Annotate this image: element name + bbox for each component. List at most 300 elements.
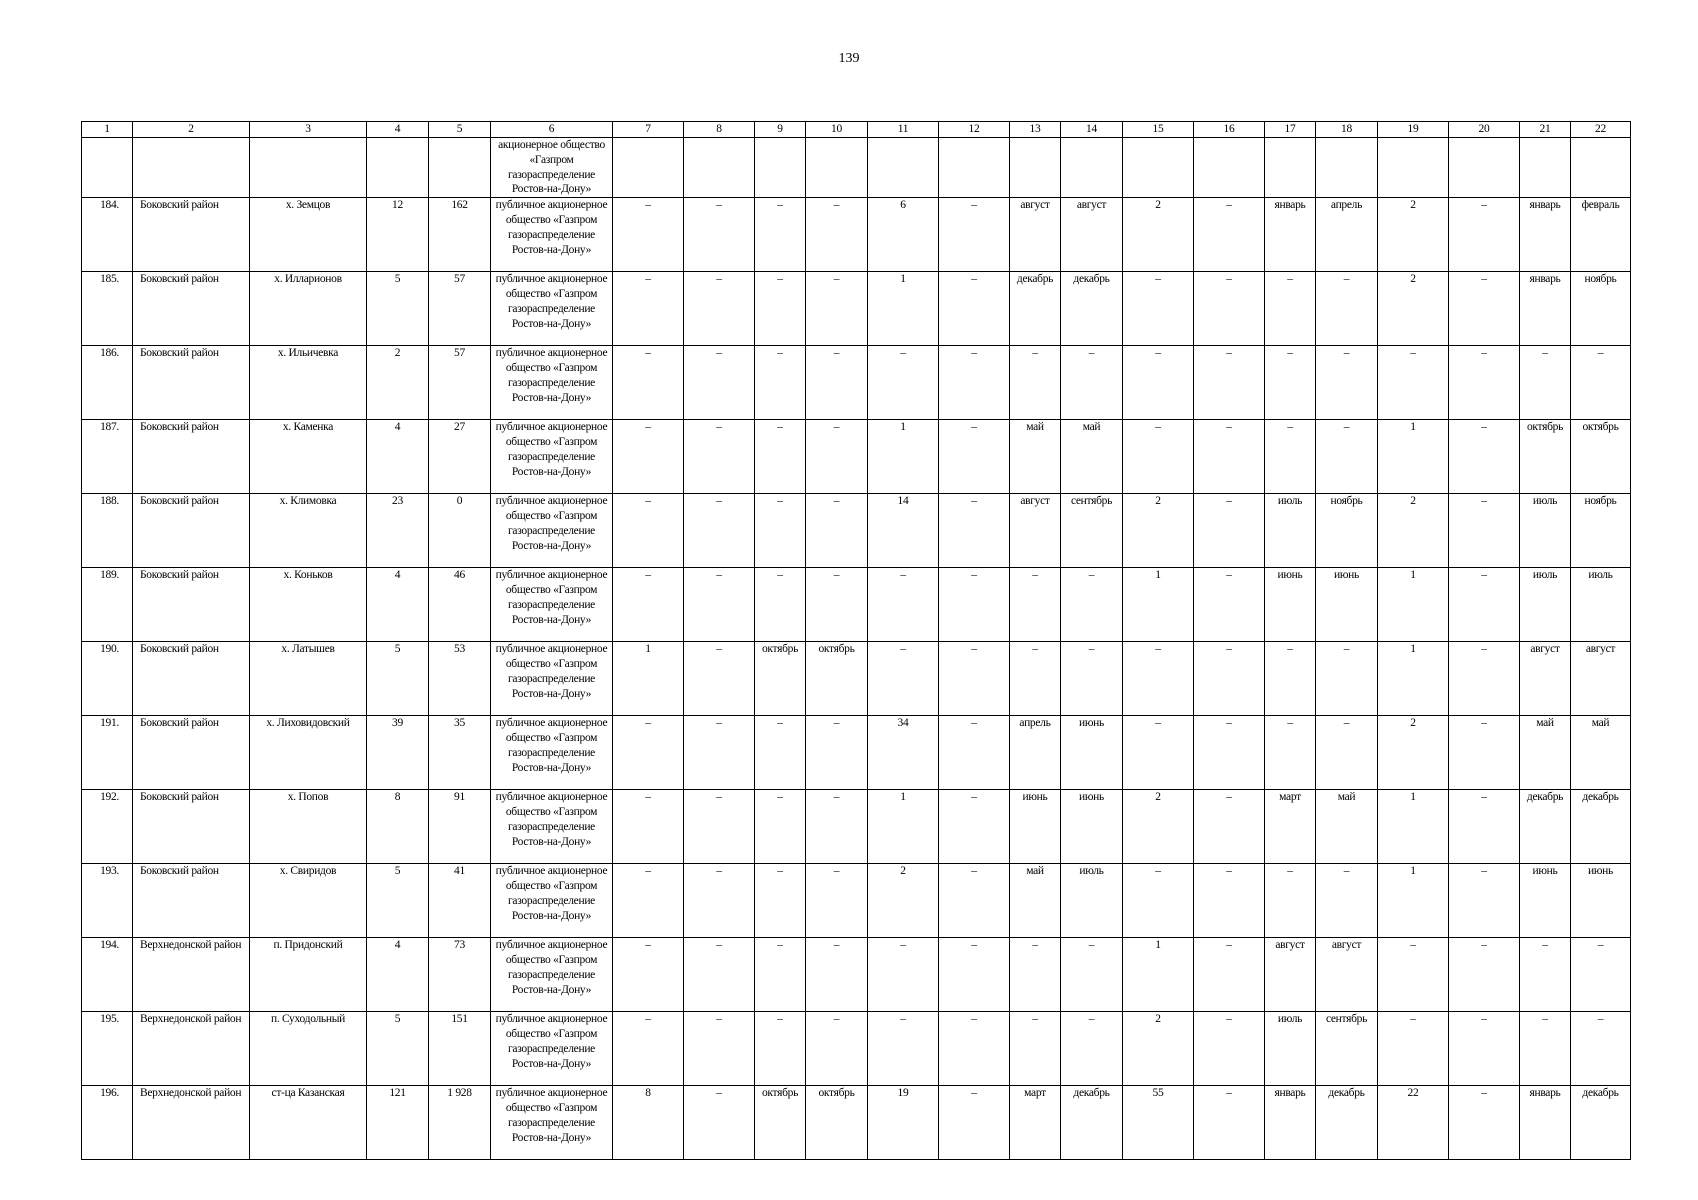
table-cell: – (755, 938, 806, 1012)
table-cell: – (1010, 1012, 1061, 1086)
table-cell (1520, 138, 1571, 198)
column-number-header: 10 (806, 122, 868, 138)
table-cell: май (1010, 864, 1061, 938)
table-cell: – (806, 568, 868, 642)
table-cell: 91 (429, 790, 491, 864)
table-cell: август (1061, 198, 1123, 272)
column-number-header: 3 (250, 122, 367, 138)
table-cell: февраль (1571, 198, 1631, 272)
table-cell: Боковский район (133, 642, 250, 716)
table-cell: декабрь (1316, 1086, 1378, 1160)
table-cell: 185. (82, 272, 133, 346)
table-cell: 5 (367, 642, 429, 716)
table-cell: ноябрь (1571, 494, 1631, 568)
table-cell: – (613, 864, 684, 938)
table-cell: июль (1520, 568, 1571, 642)
table-cell: – (613, 420, 684, 494)
table-cell: – (684, 790, 755, 864)
table-cell: – (868, 1012, 939, 1086)
table-cell: публичное акционерное общество «Газпром газораспределение Ростов-на-Дону» (491, 1086, 613, 1160)
column-number-header: 11 (868, 122, 939, 138)
table-cell: – (684, 938, 755, 1012)
table-cell: 1 (1378, 420, 1449, 494)
table-cell: х. Латышев (250, 642, 367, 716)
table-cell: – (1449, 716, 1520, 790)
table-cell: – (613, 790, 684, 864)
table-cell: 188. (82, 494, 133, 568)
table-cell: – (1449, 1086, 1520, 1160)
column-number-header: 7 (613, 122, 684, 138)
table-cell: 2 (1123, 494, 1194, 568)
table-cell: 1 (1123, 938, 1194, 1012)
table-cell: 1 (1378, 642, 1449, 716)
table-cell: х. Илларионов (250, 272, 367, 346)
table-cell (1316, 138, 1378, 198)
table-cell: 2 (1378, 494, 1449, 568)
table-body (82, 138, 1631, 1160)
table-cell: – (755, 198, 806, 272)
table-cell: – (1194, 790, 1265, 864)
table-cell: 1 (613, 642, 684, 716)
table-cell: 121 (367, 1086, 429, 1160)
table-cell (755, 138, 806, 198)
table-cell: публичное акционерное общество «Газпром газораспределение Ростов-на-Дону» (491, 272, 613, 346)
column-number-row (82, 122, 1631, 138)
table-cell: 39 (367, 716, 429, 790)
table-cell: декабрь (1010, 272, 1061, 346)
table-cell: – (1571, 938, 1631, 1012)
table-cell: – (1449, 568, 1520, 642)
table-cell: публичное акционерное общество «Газпром газораспределение Ростов-на-Дону» (491, 716, 613, 790)
table-cell: 73 (429, 938, 491, 1012)
table-cell: – (939, 346, 1010, 420)
table-cell: – (1194, 272, 1265, 346)
column-number-header: 15 (1123, 122, 1194, 138)
table-cell: – (1265, 642, 1316, 716)
table-cell: публичное акционерное общество «Газпром газораспределение Ростов-на-Дону» (491, 420, 613, 494)
table-cell: январь (1265, 1086, 1316, 1160)
table-cell: х. Свиридов (250, 864, 367, 938)
table-cell: июнь (1316, 568, 1378, 642)
table-cell: 53 (429, 642, 491, 716)
table-cell: январь (1520, 272, 1571, 346)
table-cell (613, 138, 684, 198)
table-cell (82, 138, 133, 198)
table-cell: Боковский район (133, 568, 250, 642)
table-row (82, 790, 1631, 864)
table-cell: август (1520, 642, 1571, 716)
table-cell: – (806, 346, 868, 420)
table-cell: – (1194, 1086, 1265, 1160)
table-cell: х. Климовка (250, 494, 367, 568)
table-cell: – (755, 864, 806, 938)
table-cell: июнь (1061, 716, 1123, 790)
table-cell: август (1265, 938, 1316, 1012)
table-cell: – (939, 420, 1010, 494)
table-cell: – (1194, 198, 1265, 272)
table-cell: – (806, 494, 868, 568)
table-cell: – (1378, 1012, 1449, 1086)
table-cell: – (684, 642, 755, 716)
table-cell: октябрь (1520, 420, 1571, 494)
column-number-header: 6 (491, 122, 613, 138)
table-cell: – (1449, 494, 1520, 568)
table-cell: – (1449, 938, 1520, 1012)
table-cell: 151 (429, 1012, 491, 1086)
table-cell: 4 (367, 938, 429, 1012)
table-cell: октябрь (806, 1086, 868, 1160)
table-cell: Боковский район (133, 346, 250, 420)
table-cell: 187. (82, 420, 133, 494)
table-cell (1265, 138, 1316, 198)
column-number-header: 16 (1194, 122, 1265, 138)
table-cell: публичное акционерное общество «Газпром газораспределение Ростов-на-Дону» (491, 790, 613, 864)
table-cell: – (1520, 346, 1571, 420)
table-cell: – (684, 420, 755, 494)
table-cell: – (939, 198, 1010, 272)
table-cell: 1 928 (429, 1086, 491, 1160)
table-cell: декабрь (1571, 790, 1631, 864)
table-cell: – (1194, 716, 1265, 790)
table-cell: – (1010, 346, 1061, 420)
table-cell: – (613, 1012, 684, 1086)
table-cell: октябрь (755, 642, 806, 716)
table-cell: – (1061, 938, 1123, 1012)
table-cell: – (868, 642, 939, 716)
table-cell: – (1449, 346, 1520, 420)
table-row (82, 1012, 1631, 1086)
table-cell: публичное акционерное общество «Газпром газораспределение Ростов-на-Дону» (491, 938, 613, 1012)
table-cell: октябрь (755, 1086, 806, 1160)
table-cell: апрель (1010, 716, 1061, 790)
table-cell: 195. (82, 1012, 133, 1086)
table-cell: – (1194, 568, 1265, 642)
table-cell: – (1265, 272, 1316, 346)
table-cell: – (1010, 568, 1061, 642)
table-cell: – (684, 1086, 755, 1160)
table-cell: – (1123, 346, 1194, 420)
table-cell: 2 (1378, 198, 1449, 272)
table-cell: – (684, 272, 755, 346)
table-cell: – (1449, 272, 1520, 346)
table-cell: 19 (868, 1086, 939, 1160)
table-cell: – (806, 1012, 868, 1086)
table-cell (250, 138, 367, 198)
table-cell: – (755, 272, 806, 346)
table-cell: – (1123, 716, 1194, 790)
table-cell (1571, 138, 1631, 198)
table-cell: – (1194, 1012, 1265, 1086)
table-cell: август (1316, 938, 1378, 1012)
column-number-header: 22 (1571, 122, 1631, 138)
table-cell: Верхнедонской район (133, 1086, 250, 1160)
table-cell: январь (1520, 1086, 1571, 1160)
table-cell: 192. (82, 790, 133, 864)
table-cell: 184. (82, 198, 133, 272)
table-cell: 57 (429, 346, 491, 420)
table-row (82, 272, 1631, 346)
table-cell: декабрь (1520, 790, 1571, 864)
table-cell: 196. (82, 1086, 133, 1160)
table-cell: – (684, 716, 755, 790)
table-cell: 5 (367, 1012, 429, 1086)
table-cell: май (1061, 420, 1123, 494)
table-row (82, 138, 1631, 198)
table-cell: 5 (367, 864, 429, 938)
column-number-header: 12 (939, 122, 1010, 138)
table-cell: – (1449, 864, 1520, 938)
table-cell: – (939, 716, 1010, 790)
table-cell: 1 (868, 420, 939, 494)
table-cell: Боковский район (133, 790, 250, 864)
table-cell: – (755, 346, 806, 420)
table-cell: 55 (1123, 1086, 1194, 1160)
table-cell: 1 (1378, 568, 1449, 642)
table-cell (684, 138, 755, 198)
table-cell: август (1010, 494, 1061, 568)
table-row (82, 1086, 1631, 1160)
table-cell: 27 (429, 420, 491, 494)
table-cell: – (868, 568, 939, 642)
table-cell: публичное акционерное общество «Газпром газораспределение Ростов-на-Дону» (491, 346, 613, 420)
table-cell: 193. (82, 864, 133, 938)
table-cell: 2 (1378, 716, 1449, 790)
table-cell: – (613, 716, 684, 790)
table-cell: 1 (1378, 864, 1449, 938)
table-cell: 1 (868, 790, 939, 864)
table-cell: публичное акционерное общество «Газпром газораспределение Ростов-на-Дону» (491, 568, 613, 642)
table-cell: – (613, 568, 684, 642)
table-cell: декабрь (1571, 1086, 1631, 1160)
table-row (82, 716, 1631, 790)
table-cell: – (1194, 938, 1265, 1012)
table-cell: Боковский район (133, 420, 250, 494)
table-cell (1010, 138, 1061, 198)
table-cell: – (684, 1012, 755, 1086)
table-cell (1123, 138, 1194, 198)
table-cell: 1 (868, 272, 939, 346)
table-cell: публичное акционерное общество «Газпром газораспределение Ростов-на-Дону» (491, 642, 613, 716)
table-cell: 14 (868, 494, 939, 568)
table-cell: х. Каменка (250, 420, 367, 494)
table-cell: январь (1520, 198, 1571, 272)
column-number-header: 4 (367, 122, 429, 138)
table-cell: – (1316, 716, 1378, 790)
table-cell: – (1194, 420, 1265, 494)
table-cell: – (868, 346, 939, 420)
table-cell: – (939, 494, 1010, 568)
table-cell: ноябрь (1571, 272, 1631, 346)
table-row (82, 420, 1631, 494)
table-cell: – (806, 716, 868, 790)
table-cell (133, 138, 250, 198)
table-cell: – (939, 568, 1010, 642)
table-cell: – (806, 938, 868, 1012)
table-cell: 2 (1123, 1012, 1194, 1086)
table-cell: акционерное общество «Газпром газораспределение Ростов-на-Дону» (491, 138, 613, 198)
table-cell: п. Придонский (250, 938, 367, 1012)
column-number-header: 17 (1265, 122, 1316, 138)
table-cell: 6 (868, 198, 939, 272)
table-cell: 1 (1123, 568, 1194, 642)
table-row (82, 938, 1631, 1012)
table-cell: – (1520, 938, 1571, 1012)
table-cell (1378, 138, 1449, 198)
table-row (82, 864, 1631, 938)
table-cell: май (1571, 716, 1631, 790)
table-cell: август (1010, 198, 1061, 272)
table-cell: – (1061, 642, 1123, 716)
table-cell: – (684, 864, 755, 938)
table-row (82, 568, 1631, 642)
table-cell: публичное акционерное общество «Газпром газораспределение Ростов-на-Дону» (491, 198, 613, 272)
table-cell: – (613, 494, 684, 568)
table-cell: июль (1265, 494, 1316, 568)
column-number-header: 14 (1061, 122, 1123, 138)
column-number-header: 8 (684, 122, 755, 138)
table-cell: х. Коньков (250, 568, 367, 642)
table-cell: – (868, 938, 939, 1012)
table-cell: Боковский район (133, 494, 250, 568)
table-cell: – (1123, 420, 1194, 494)
table-cell: – (1265, 420, 1316, 494)
table-cell: 2 (868, 864, 939, 938)
table-cell: – (1194, 346, 1265, 420)
table-cell: х. Ильичевка (250, 346, 367, 420)
data-table (81, 121, 1631, 1160)
table-cell: – (1123, 642, 1194, 716)
table-cell: 4 (367, 420, 429, 494)
table-cell: – (613, 346, 684, 420)
column-number-header: 13 (1010, 122, 1061, 138)
table-cell: 2 (1123, 790, 1194, 864)
table-cell: – (755, 420, 806, 494)
table-cell: – (1449, 198, 1520, 272)
table-cell: – (684, 494, 755, 568)
table-cell: 194. (82, 938, 133, 1012)
table-cell: Верхнедонской район (133, 1012, 250, 1086)
table-cell: – (1378, 938, 1449, 1012)
table-cell: сентябрь (1316, 1012, 1378, 1086)
table-cell: 41 (429, 864, 491, 938)
table-cell: 186. (82, 346, 133, 420)
table-cell: – (1123, 272, 1194, 346)
table-cell: – (1316, 642, 1378, 716)
page-number: 139 (838, 51, 860, 66)
table-cell (806, 138, 868, 198)
table-cell: – (939, 938, 1010, 1012)
table-cell: х. Лиховидовский (250, 716, 367, 790)
table-cell: сентябрь (1061, 494, 1123, 568)
table-cell: – (939, 1012, 1010, 1086)
column-number-header: 1 (82, 122, 133, 138)
table-cell: – (1265, 716, 1316, 790)
table-cell: – (1316, 420, 1378, 494)
table-cell: х. Земцов (250, 198, 367, 272)
table-cell: – (1010, 938, 1061, 1012)
table-cell: 1 (1378, 790, 1449, 864)
table-cell: Боковский район (133, 716, 250, 790)
table-row (82, 346, 1631, 420)
table-cell: декабрь (1061, 1086, 1123, 1160)
table-cell: май (1316, 790, 1378, 864)
table-cell: Боковский район (133, 272, 250, 346)
table-row (82, 494, 1631, 568)
table-cell: – (1316, 346, 1378, 420)
table-cell: публичное акционерное общество «Газпром газораспределение Ростов-на-Дону» (491, 494, 613, 568)
table-cell: – (684, 198, 755, 272)
table-cell: октябрь (1571, 420, 1631, 494)
table-cell: 34 (868, 716, 939, 790)
column-number-header: 5 (429, 122, 491, 138)
table-cell (939, 138, 1010, 198)
table-cell: – (1010, 642, 1061, 716)
table-cell: 22 (1378, 1086, 1449, 1160)
table-cell: март (1010, 1086, 1061, 1160)
table-cell: – (1316, 272, 1378, 346)
table-row (82, 642, 1631, 716)
table-cell: – (1449, 642, 1520, 716)
table-cell: 0 (429, 494, 491, 568)
table-cell: Боковский район (133, 198, 250, 272)
table-cell: – (806, 864, 868, 938)
table-row (82, 198, 1631, 272)
table-cell: – (1449, 790, 1520, 864)
table-cell: 46 (429, 568, 491, 642)
table-cell (868, 138, 939, 198)
table-cell: ноябрь (1316, 494, 1378, 568)
table-cell: – (1571, 346, 1631, 420)
table-cell: – (1571, 1012, 1631, 1086)
table-cell: – (1194, 494, 1265, 568)
table-cell: 191. (82, 716, 133, 790)
table-cell: июль (1571, 568, 1631, 642)
table-cell: – (1061, 568, 1123, 642)
table-cell: – (613, 198, 684, 272)
table-cell: публичное акционерное общество «Газпром газораспределение Ростов-на-Дону» (491, 864, 613, 938)
table-cell: май (1520, 716, 1571, 790)
table-cell: апрель (1316, 198, 1378, 272)
table-cell: 12 (367, 198, 429, 272)
table-cell: 5 (367, 272, 429, 346)
table-cell: – (806, 420, 868, 494)
table-cell: – (939, 642, 1010, 716)
table-cell (429, 138, 491, 198)
table-cell: 8 (367, 790, 429, 864)
table-cell: август (1571, 642, 1631, 716)
table-cell: 8 (613, 1086, 684, 1160)
table-cell: 35 (429, 716, 491, 790)
column-number-header: 9 (755, 122, 806, 138)
table-cell: – (1194, 864, 1265, 938)
table-cell: 23 (367, 494, 429, 568)
table-cell: 190. (82, 642, 133, 716)
table-cell: – (1123, 864, 1194, 938)
table-cell: – (755, 494, 806, 568)
table-cell: июнь (1010, 790, 1061, 864)
table-cell: – (684, 568, 755, 642)
table-cell: – (939, 864, 1010, 938)
table-cell: 2 (1378, 272, 1449, 346)
table-cell (1449, 138, 1520, 198)
table-cell: – (1378, 346, 1449, 420)
table-cell: июнь (1520, 864, 1571, 938)
table-cell: 2 (1123, 198, 1194, 272)
table-cell: июль (1061, 864, 1123, 938)
table-cell: – (1265, 864, 1316, 938)
table-cell: – (1194, 642, 1265, 716)
table-cell: – (1520, 1012, 1571, 1086)
